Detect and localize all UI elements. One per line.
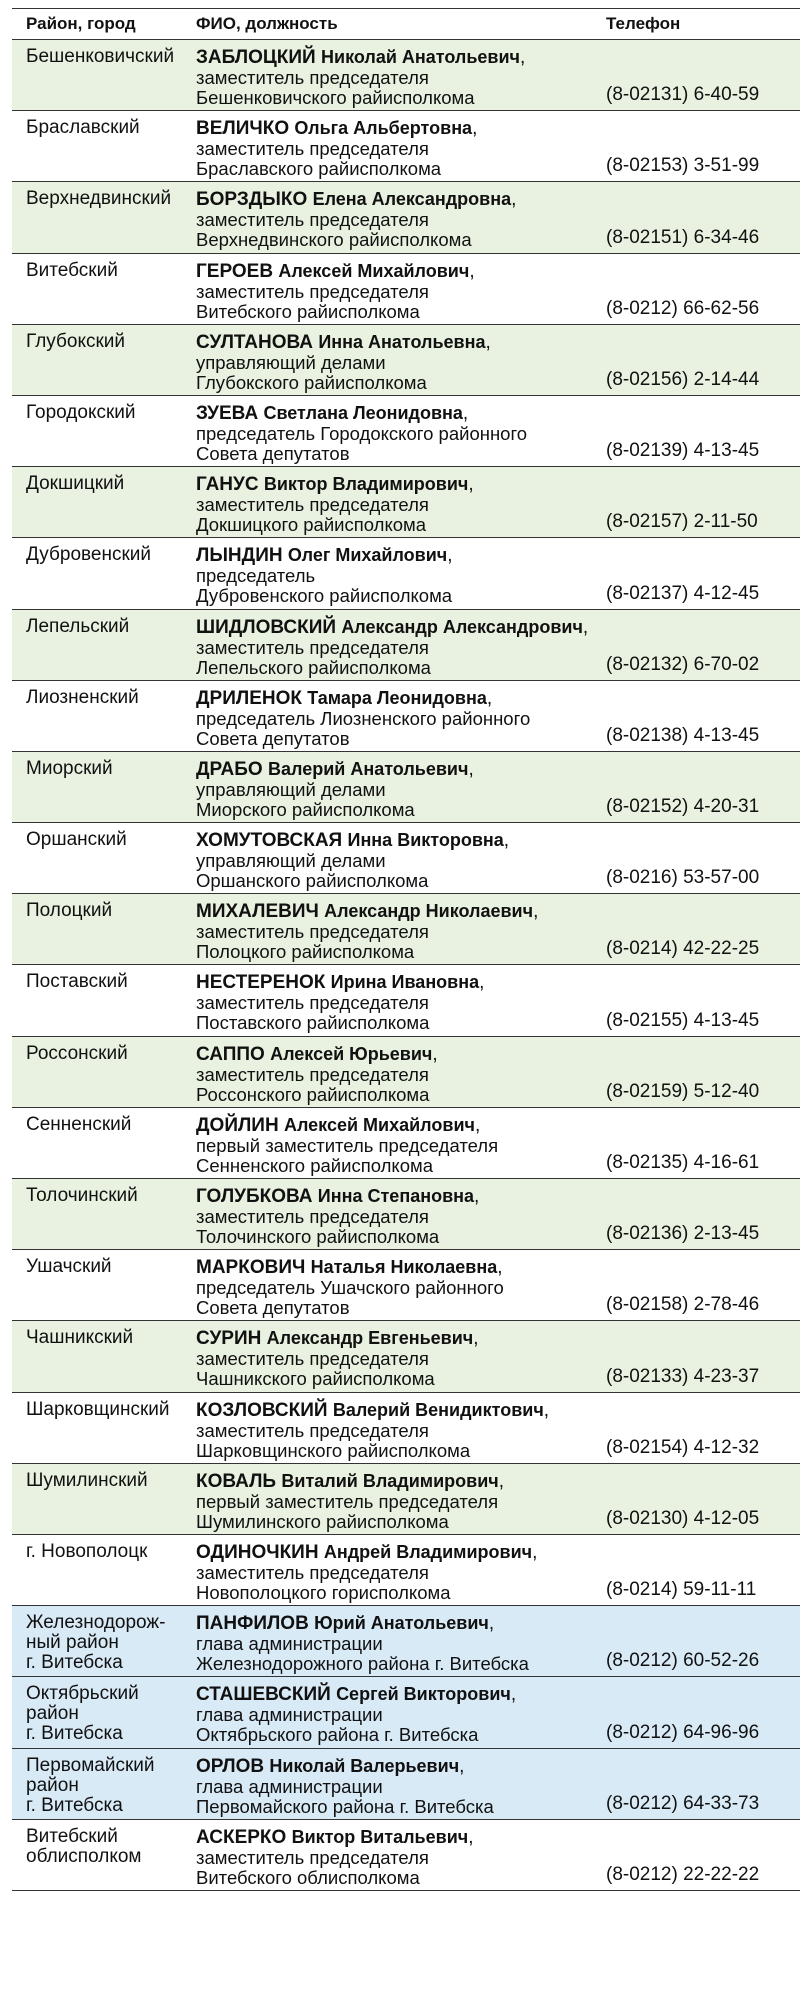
person-name: ПАНФИЛОВ Юрий Анатольевич, xyxy=(196,1613,495,1635)
phone-cell xyxy=(598,254,800,324)
phone-number: (8-0216) 53-57-00 xyxy=(606,867,760,889)
person-surname: НЕСТЕРЕНОК xyxy=(196,972,326,994)
phone-number: (8-0212) 66-62-56 xyxy=(606,297,760,319)
phone-cell xyxy=(598,467,800,537)
table-row xyxy=(12,1108,800,1179)
phone-cell xyxy=(598,182,800,252)
phone-cell xyxy=(598,1179,800,1249)
table-row xyxy=(12,894,800,965)
district-cell: Миорский xyxy=(26,757,113,779)
district-cell: Бешенковичский xyxy=(26,46,175,67)
person-name: ДРИЛЕНОК Тамара Леонидовна, xyxy=(196,687,493,709)
person-name: СУЛТАНОВА Инна Анатольевна, xyxy=(196,331,491,353)
person-position: заместитель председателя Новополоцкого горисполкома xyxy=(196,1561,451,1603)
person-given-names: Николай Анатольевич xyxy=(321,47,520,67)
phone-cell xyxy=(598,1464,800,1534)
table-row xyxy=(12,1535,800,1606)
contacts-page xyxy=(12,0,800,1891)
phone-number: (8-02151) 6-34-46 xyxy=(606,226,760,248)
person-cell xyxy=(188,1393,598,1463)
district-cell: Железнодорож- ный район г. Витебска xyxy=(26,1612,166,1674)
person-given-names: Виталий Владимирович xyxy=(281,1470,499,1491)
table-row xyxy=(12,1321,800,1392)
person-position: заместитель председателя Чашникского райисполкома xyxy=(196,1348,435,1390)
person-given-names: Алексей Михайлович xyxy=(283,1114,475,1135)
table-row xyxy=(12,1749,800,1820)
person-surname: ЗАБЛОЦКИЙ xyxy=(196,47,316,68)
person-surname: ЗУЕВА xyxy=(196,402,259,424)
person-surname: АСКЕРКО xyxy=(196,1826,287,1848)
phone-number: (8-02158) 2-78-46 xyxy=(606,1294,760,1316)
phone-cell xyxy=(598,325,800,395)
phone-number: (8-0212) 22-22-22 xyxy=(606,1863,760,1885)
person-cell xyxy=(188,1535,598,1605)
person-given-names: Светлана Леонидовна xyxy=(263,402,463,423)
table-row xyxy=(12,1606,800,1677)
person-surname: МАРКОВИЧ xyxy=(196,1257,306,1279)
header-phone: Телефон xyxy=(606,14,681,33)
person-given-names: Инна Викторовна xyxy=(347,830,504,851)
person-cell xyxy=(188,965,598,1035)
person-given-names: Виктор Владимирович xyxy=(263,474,469,495)
header-district: Район, город xyxy=(26,14,136,33)
person-given-names: Валерий Венидиктович xyxy=(332,1399,544,1420)
person-cell xyxy=(188,111,598,181)
phone-number: (8-02130) 4-12-05 xyxy=(606,1507,760,1529)
person-given-names: Инна Анатольевна xyxy=(318,331,486,352)
phone-number: (8-02155) 4-13-45 xyxy=(606,1009,760,1031)
table-row xyxy=(12,325,800,396)
person-name: ДОЙЛИН Алексей Михайлович, xyxy=(196,1114,481,1136)
district-cell: Россонский xyxy=(26,1042,128,1064)
person-surname: КОВАЛЬ xyxy=(196,1470,277,1492)
person-cell xyxy=(188,1108,598,1178)
person-position: управляющий делами Миорского райисполкома xyxy=(196,778,415,820)
phone-cell xyxy=(598,396,800,466)
phone-number: (8-02133) 4-23-37 xyxy=(606,1365,760,1387)
phone-cell xyxy=(598,1321,800,1391)
phone-number: (8-02131) 6-40-59 xyxy=(606,84,760,106)
district-cell: Браславский xyxy=(26,117,140,139)
person-surname: ОРЛОВ xyxy=(196,1755,265,1777)
person-position: заместитель председателя Полоцкого райисполкома xyxy=(196,921,429,963)
person-cell xyxy=(188,1321,598,1391)
person-given-names: Тамара Леонидовна xyxy=(307,687,487,708)
person-given-names: Александр Николаевич xyxy=(324,901,534,922)
person-name: ЗАБЛОЦКИЙ Николай Анатольевич, xyxy=(196,47,526,68)
person-name: ОДИНОЧКИН Андрей Владимирович, xyxy=(196,1541,538,1563)
person-given-names: Алексей Михайлович xyxy=(278,260,470,281)
person-name: АСКЕРКО Виктор Витальевич, xyxy=(196,1826,474,1848)
person-name: ВЕЛИЧКО Ольга Альбертовна, xyxy=(196,118,478,140)
contacts-table xyxy=(12,8,800,1891)
phone-cell xyxy=(598,965,800,1035)
header-name: ФИО, должность xyxy=(196,14,338,33)
person-cell xyxy=(188,1464,598,1534)
district-cell: Толочинский xyxy=(26,1185,138,1206)
person-position: председатель Дубровенского райисполкома xyxy=(196,565,453,607)
person-position: заместитель председателя Толочинского райисполкома xyxy=(196,1206,440,1247)
person-position: глава администрации Октябрьского района г. Витебска xyxy=(196,1704,479,1746)
person-position: заместитель председателя Витебского райисполкома xyxy=(196,280,429,322)
phone-cell xyxy=(598,610,800,680)
person-cell xyxy=(188,182,598,252)
person-cell xyxy=(188,1677,598,1747)
phone-number: (8-02132) 6-70-02 xyxy=(606,653,760,675)
person-surname: КОЗЛОВСКИЙ xyxy=(196,1399,328,1421)
table-row xyxy=(12,538,800,609)
district-cell: Докшицкий xyxy=(26,473,125,495)
person-cell xyxy=(188,823,598,893)
person-name: ГОЛУБКОВА Инна Степановна, xyxy=(196,1186,480,1207)
phone-cell xyxy=(598,111,800,181)
person-name: БОРЗДЫКО Елена Александровна, xyxy=(196,189,517,211)
person-given-names: Валерий Анатольевич xyxy=(267,758,469,779)
person-name: КОЗЛОВСКИЙ Валерий Венидиктович, xyxy=(196,1399,550,1421)
phone-cell xyxy=(598,538,800,608)
table-row xyxy=(12,111,800,182)
district-cell: Сенненский xyxy=(26,1113,132,1135)
person-cell xyxy=(188,40,598,110)
phone-number: (8-02136) 2-13-45 xyxy=(606,1223,760,1245)
phone-cell xyxy=(598,752,800,822)
person-name: СУРИН Александр Евгеньевич, xyxy=(196,1328,479,1350)
phone-cell xyxy=(598,681,800,751)
phone-number: (8-02139) 4-13-45 xyxy=(606,440,760,462)
table-row xyxy=(12,182,800,253)
district-cell: Глубокский xyxy=(26,330,126,352)
district-cell: Чашникский xyxy=(26,1327,134,1349)
district-cell: Верхнедвинский xyxy=(26,188,172,210)
phone-number: (8-02159) 5-12-40 xyxy=(606,1080,760,1102)
person-cell xyxy=(188,752,598,822)
phone-cell xyxy=(598,1108,800,1178)
person-name: ЗУЕВА Светлана Леонидовна, xyxy=(196,402,469,424)
person-cell xyxy=(188,1749,598,1819)
person-surname: БОРЗДЫКО xyxy=(196,189,308,211)
person-name: ХОМУТОВСКАЯ Инна Викторовна, xyxy=(196,830,510,852)
person-cell xyxy=(188,610,598,680)
person-surname: ДРИЛЕНОК xyxy=(196,687,302,709)
table-row xyxy=(12,965,800,1036)
person-surname: ГАНУС xyxy=(196,474,259,496)
phone-cell xyxy=(598,1606,800,1676)
phone-cell xyxy=(598,1677,800,1747)
person-name: ГАНУС Виктор Владимирович, xyxy=(196,474,474,496)
table-row xyxy=(12,1179,800,1250)
phone-cell xyxy=(598,40,800,110)
person-name: МАРКОВИЧ Наталья Николаевна, xyxy=(196,1257,503,1279)
phone-cell xyxy=(598,1820,800,1890)
phone-number: (8-02157) 2-11-50 xyxy=(606,511,758,533)
person-position: заместитель председателя Поставского райисполкома xyxy=(196,992,430,1034)
person-cell xyxy=(188,325,598,395)
person-cell xyxy=(188,538,598,608)
person-given-names: Олег Михайлович xyxy=(287,545,448,566)
phone-number: (8-02154) 4-12-32 xyxy=(606,1436,760,1458)
person-cell xyxy=(188,1179,598,1249)
person-given-names: Александр Александрович xyxy=(341,616,583,637)
phone-number: (8-02138) 4-13-45 xyxy=(606,724,760,746)
person-name: МИХАЛЕВИЧ Александр Николаевич, xyxy=(196,901,539,923)
table-row xyxy=(12,752,800,823)
person-position: заместитель председателя Витебского облисполкома xyxy=(196,1846,429,1888)
phone-number: (8-02156) 2-14-44 xyxy=(606,368,760,390)
table-row xyxy=(12,1037,800,1108)
person-surname: ВЕЛИЧКО xyxy=(196,118,290,140)
person-name: САППО Алексей Юрьевич, xyxy=(196,1043,438,1065)
person-surname: ОДИНОЧКИН xyxy=(196,1541,319,1563)
person-position: глава администрации Железнодорожного района г. Витебска xyxy=(196,1633,529,1675)
person-surname: СТАШЕВСКИЙ xyxy=(196,1684,331,1706)
table-row xyxy=(12,396,800,467)
district-cell: Октябрьский район г. Витебска xyxy=(26,1683,139,1745)
person-surname: ГЕРОЕВ xyxy=(196,260,274,282)
table-row xyxy=(12,1393,800,1464)
district-cell: Витебский xyxy=(26,259,118,281)
phone-number: (8-02152) 4-20-31 xyxy=(606,796,760,818)
district-cell: Дубровенский xyxy=(26,544,151,566)
phone-cell xyxy=(598,1535,800,1605)
phone-number: (8-02137) 4-12-45 xyxy=(606,582,760,604)
phone-number: (8-0214) 59-11-11 xyxy=(606,1579,757,1601)
district-cell: Шумилинский xyxy=(26,1469,148,1491)
person-name: ШИДЛОВСКИЙ Александр Александрович, xyxy=(196,616,589,638)
phone-number: (8-0212) 64-96-96 xyxy=(606,1721,760,1743)
table-header xyxy=(12,9,800,40)
district-cell: Лепельский xyxy=(26,615,130,637)
person-surname: СУРИН xyxy=(196,1328,262,1350)
person-position: заместитель председателя Верхнедвинского райисполкома xyxy=(196,209,472,251)
person-position: управляющий делами Оршанского райисполкома xyxy=(196,850,429,892)
district-cell: Поставский xyxy=(26,971,128,993)
person-position: председатель Ушачского районного Совета депутатов xyxy=(196,1277,504,1319)
table-row xyxy=(12,254,800,325)
person-cell xyxy=(188,1820,598,1890)
phone-cell xyxy=(598,823,800,893)
table-row xyxy=(12,1820,800,1891)
person-position: заместитель председателя Россонского райисполкома xyxy=(196,1063,430,1105)
district-cell: Шарковщинский xyxy=(26,1398,170,1420)
person-name: КОВАЛЬ Виталий Владимирович, xyxy=(196,1470,505,1492)
person-given-names: Юрий Анатольевич xyxy=(314,1613,489,1634)
person-given-names: Сергей Викторович xyxy=(336,1684,511,1705)
person-cell xyxy=(188,467,598,537)
person-given-names: Инна Степановна xyxy=(317,1186,475,1206)
person-given-names: Наталья Николаевна xyxy=(310,1257,498,1278)
person-surname: МИХАЛЕВИЧ xyxy=(196,901,319,923)
phone-cell xyxy=(598,1393,800,1463)
person-position: председатель Лиозненского районного Совета депутатов xyxy=(196,707,531,749)
person-surname: САППО xyxy=(196,1043,265,1065)
person-surname: ХОМУТОВСКАЯ xyxy=(196,830,343,852)
person-name: ЛЫНДИН Олег Михайлович, xyxy=(196,545,453,567)
person-surname: ДРАБО xyxy=(196,758,263,780)
district-cell: Ушачский xyxy=(26,1256,112,1278)
person-given-names: Алексей Юрьевич xyxy=(270,1043,433,1064)
person-position: заместитель председателя Лепельского райисполкома xyxy=(196,636,431,678)
district-cell: Витебский облисполком xyxy=(26,1825,142,1867)
table-row xyxy=(12,40,800,111)
phone-number: (8-0214) 42-22-25 xyxy=(606,938,760,960)
person-name: ДРАБО Валерий Анатольевич, xyxy=(196,758,474,780)
person-name: СТАШЕВСКИЙ Сергей Викторович, xyxy=(196,1684,517,1706)
person-position: заместитель председателя Браславского райисполкома xyxy=(196,138,442,180)
person-surname: ШИДЛОВСКИЙ xyxy=(196,616,337,638)
table-row xyxy=(12,1677,800,1748)
person-cell xyxy=(188,681,598,751)
person-cell xyxy=(188,396,598,466)
person-cell xyxy=(188,1606,598,1676)
table-row xyxy=(12,467,800,538)
person-given-names: Андрей Владимирович xyxy=(323,1541,533,1562)
district-cell: г. Новополоцк xyxy=(26,1540,148,1562)
phone-number: (8-02135) 4-16-61 xyxy=(606,1152,760,1173)
person-name: ГЕРОЕВ Алексей Михайлович, xyxy=(196,260,475,282)
person-cell xyxy=(188,1037,598,1107)
table-row xyxy=(12,681,800,752)
person-given-names: Елена Александровна xyxy=(312,189,512,210)
person-given-names: Ирина Ивановна xyxy=(330,972,480,993)
district-cell: Полоцкий xyxy=(26,900,113,922)
table-row xyxy=(12,1464,800,1535)
table-row xyxy=(12,823,800,894)
phone-cell xyxy=(598,894,800,964)
person-position: заместитель председателя Бешенковичского райисполкома xyxy=(196,67,475,108)
person-cell xyxy=(188,894,598,964)
person-surname: ГОЛУБКОВА xyxy=(196,1186,313,1207)
person-position: председатель Городокского районного Совета депутатов xyxy=(196,422,528,464)
person-surname: ПАНФИЛОВ xyxy=(196,1613,309,1635)
person-given-names: Виктор Витальевич xyxy=(291,1826,469,1847)
phone-cell xyxy=(598,1037,800,1107)
phone-cell xyxy=(598,1250,800,1320)
person-given-names: Александр Евгеньевич xyxy=(266,1328,474,1349)
phone-cell xyxy=(598,1749,800,1819)
person-position: первый заместитель председателя Шумилинского райисполкома xyxy=(196,1490,499,1532)
person-surname: ЛЫНДИН xyxy=(196,545,283,567)
district-cell: Лиозненский xyxy=(26,686,139,708)
district-cell: Городокский xyxy=(26,401,136,423)
phone-number: (8-0212) 60-52-26 xyxy=(606,1650,760,1672)
person-given-names: Николай Валерьевич xyxy=(269,1755,460,1776)
person-position: заместитель председателя Докшицкого райисполкома xyxy=(196,494,429,536)
person-name: ОРЛОВ Николай Валерьевич, xyxy=(196,1755,465,1777)
person-position: первый заместитель председателя Сенненского райисполкома xyxy=(196,1134,499,1176)
person-position: управляющий делами Глубокского райисполкома xyxy=(196,351,427,393)
person-cell xyxy=(188,254,598,324)
person-name: НЕСТЕРЕНОК Ирина Ивановна, xyxy=(196,972,485,994)
person-given-names: Ольга Альбертовна xyxy=(294,118,473,139)
district-cell: Оршанский xyxy=(26,829,127,851)
table-row xyxy=(12,610,800,681)
table-row xyxy=(12,1250,800,1321)
phone-number: (8-0212) 64-33-73 xyxy=(606,1792,760,1814)
table-body xyxy=(12,40,800,1891)
person-position: глава администрации Первомайского района г. Витебска xyxy=(196,1775,494,1817)
person-surname: СУЛТАНОВА xyxy=(196,331,314,353)
person-position: заместитель председателя Шарковщинского райисполкома xyxy=(196,1419,471,1461)
person-surname: ДОЙЛИН xyxy=(196,1114,279,1136)
district-cell: Первомайский район г. Витебска xyxy=(26,1754,155,1816)
phone-number: (8-02153) 3-51-99 xyxy=(606,155,760,177)
person-cell xyxy=(188,1250,598,1320)
